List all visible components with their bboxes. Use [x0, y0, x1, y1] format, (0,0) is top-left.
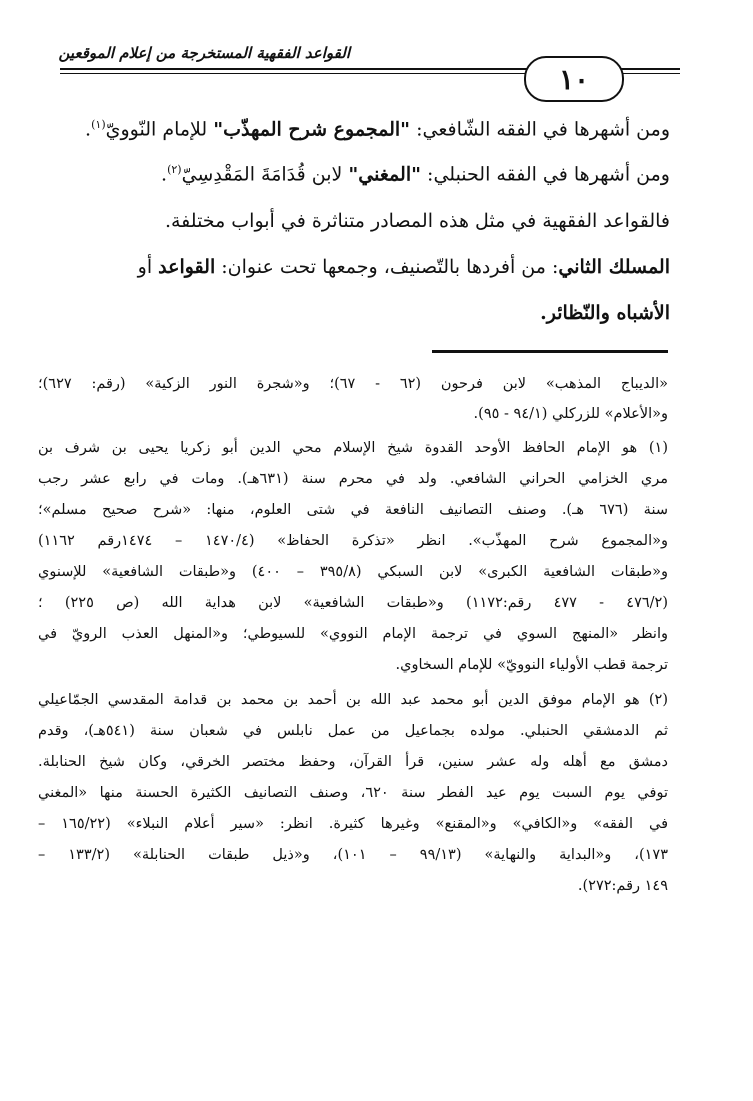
bold-term: القواعد — [158, 256, 216, 278]
footnote-line: (١) هو الإمام الحافظ الأوحد القدوة شيخ الإسلام محي الدين أبو زكريا يحيى بن شرف بن — [38, 440, 668, 456]
text-span: أو — [137, 256, 159, 278]
body-line-3: فالقواعد الفقهية في مثل هذه المصادر متناثرة في أبواب مختلفة. — [164, 210, 670, 232]
text-span: : من أفردها بالتّصنيف، وجمعها تحت عنوان: — [215, 256, 559, 278]
footnote-line: (٤٧٦/٢ - ٤٧٧ رقم:١١٧٢) و«طبقات الشافعية» لابن هداية الله (ص ٢٢٥) ؛ — [38, 595, 669, 611]
text-span: للإمام النّوويّ — [105, 118, 214, 141]
running-header-title: القواعد الفقهية المستخرجة من إعلام الموقعين — [58, 44, 350, 62]
text-span: . — [161, 163, 168, 186]
footnote-line: في الفقه» و«الكافي» و«المقنع» وغيرها كثيرة. انظر: «سير أعلام النبلاء» (١٦٥/٢٢ – — [38, 816, 669, 832]
page-number: ١٠ — [524, 56, 624, 102]
text-span: . — [85, 118, 92, 141]
body-line-5: الأشباه والنّظائر. — [540, 302, 670, 324]
footnote-line: ثم الدمشقي الحنبلي. مولده بجماعيل من عمل نابلس في شعبان سنة (٥٤١هـ)، وقدم — [38, 723, 668, 739]
footnote-line: ١٧٣)، و«البداية والنهاية» (٩٩/١٣ – ١٠١)، و«ذيل طبقات الحنابلة» (١٣٣/٢ – — [38, 847, 668, 863]
section-heading: المسلك الثاني — [558, 256, 670, 278]
book-title: "المجموع شرح المهذّب" — [213, 118, 411, 141]
footnote-line: و«الأعلام» للزركلي (٩٤/١ - ٩٥). — [473, 406, 668, 422]
footnote-ref: (٢) — [167, 163, 182, 176]
book-title: "المغني" — [348, 163, 421, 186]
footnote-line: «الديباج المذهب» لابن فرحون (٦٢ - ٦٧)؛ و«شجرة النور الزكية» (رقم: ٦٢٧)؛ — [38, 376, 668, 392]
footnote-line: سنة (٦٧٦ هـ). وصنف التصانيف النافعة في شتى العلوم، منها: «شرح صحيح مسلم»؛ — [38, 502, 668, 518]
footnote-line: و«طبقات الشافعية الكبرى» لابن السبكي (٣٩٥/٨ – ٤٠٠) و«طبقات الشافعية» للإسنوي — [38, 564, 669, 580]
footnote-line: دمشق مع أهله وله عشر سنين، قرأ القرآن، وحفظ مختصر الخرقي، وكان شيخ الحنابلة. — [38, 754, 668, 770]
footnote-ref: (١) — [91, 118, 106, 131]
text-span: لابن قُدَامَةَ المَقْدِسِيّ — [181, 163, 349, 186]
footnote-separator — [432, 350, 668, 353]
body-line-2 — [60, 163, 670, 185]
footnote-line: ١٤٩ رقم:٢٧٢). — [577, 878, 668, 894]
footnote-line: توفي يوم السبت يوم عيد الفطر سنة ٦٢٠، وصنف التصانيف الكثيرة الحسنة منها «المغني — [38, 785, 668, 801]
text-span: ومن أشهرها في الفقه الحنبلي: — [421, 163, 670, 186]
footnote-line: مري الخزامي الحراني الشافعي. ولد في محرم سنة (٦٣١هـ). ومات في رابع عشر رجب — [38, 471, 669, 487]
text-span: ومن أشهرها في الفقه الشّافعي: — [410, 118, 670, 141]
footnote-line: ترجمة قطب الأولياء النوويّ» للإمام السخاوي. — [395, 657, 668, 673]
body-line-1 — [60, 118, 670, 140]
footnote-line: وانظر «المنهج السوي في ترجمة الإمام النووي» للسيوطي؛ و«المنهل العذب الرويّ في — [38, 626, 668, 642]
footnote-line: و«المجموع شرح المهذّب». انظر «تذكرة الحفاظ» (١٤٧٠/٤ – ١٤٧٤رقم ١١٦٢) — [38, 533, 668, 549]
body-line-4 — [60, 256, 670, 278]
footnote-line: (٢) هو الإمام موفق الدين أبو محمد عبد الله بن أحمد بن محمد بن قدامة المقدسي الجمّاعيلي — [38, 692, 668, 708]
